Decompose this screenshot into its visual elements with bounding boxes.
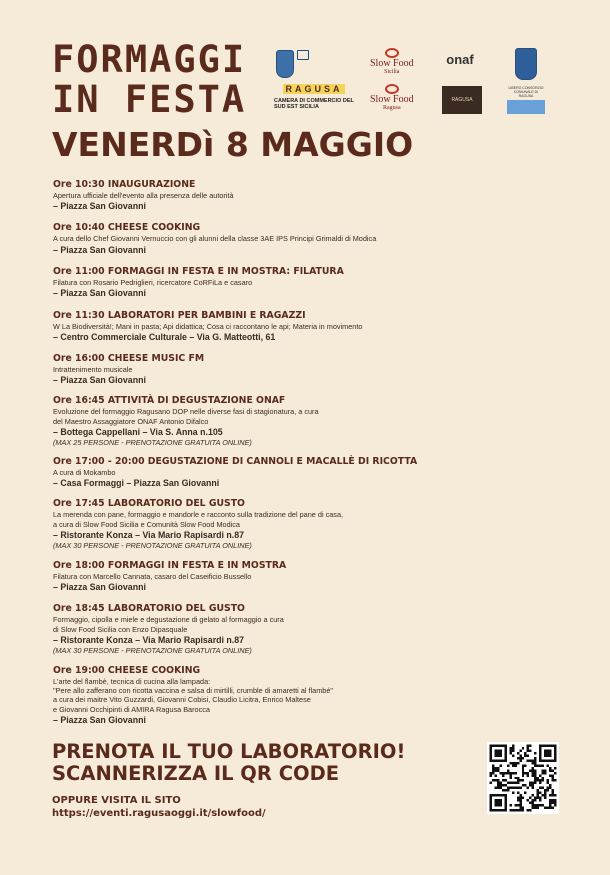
slow-food-ragusa-sub: Ragusa [382,105,401,111]
event-item [53,178,553,212]
event-description: La merenda con pane, formaggio e mandorle e racconto sulla tradizione del pane di casa, [53,510,344,520]
event-description: Evoluzione del formaggio Ragusano DOP nelle diverse fasi di stagionatura, a cura [53,407,319,417]
event-description: di Slow Food Sicilia con Enzo Dipasquale [53,624,188,634]
day-title: VENERDì 8 MAGGIO [52,125,414,164]
libero-consorzio-label: LIBERO CONSORZIO COMUNALE DI RAGUSA [508,86,544,98]
slow-food-sicilia-sub: Sicilia [384,69,400,75]
call-to-action [52,741,452,819]
event-description: e Giovanni Occhipinti di AMIRA Ragusa Barocca [53,704,210,714]
event-location: – Ristorante Konza – Via Mario Rapisardi n.87 [53,529,244,540]
festival-logo [52,38,252,121]
event-item [53,497,553,550]
ragusa-crest-logo [274,50,354,110]
crest-icon [515,48,537,80]
event-location: – Piazza San Giovanni [53,244,146,255]
ragusa-badge-text: RAGUSA [451,97,473,103]
event-item [53,455,553,489]
event-item [53,221,553,255]
cta-line-2: SCANNERIZZA IL QR CODE [52,762,340,785]
event-item [53,559,553,593]
onaf-logo [440,52,480,67]
logo-line-1: FORMAGGI [52,38,247,81]
ragusa-wordmark: RAGUSA [285,84,343,94]
event-description: Filatura con Marcello Cannata, casaro del Caseificio Bussello [53,571,252,581]
event-title: Ore 16:00 CHEESE MUSIC FM [53,353,205,365]
event-title: Ore 16:45 ATTIVITÀ DI DEGUSTAZIONE ONAF [53,395,286,407]
event-title: Ore 10:30 INAUGURAZIONE [53,179,196,190]
event-item [53,352,553,386]
event-description: "Pere allo zafferano con ricotta vaccina e salsa di mirtilli, crumble di amaretti al flambé" [53,686,334,696]
event-description: Formaggio, cipolla e miele e degustazione di gelato al formaggio a cura [53,615,284,625]
unesco-icon [297,50,309,60]
site-url-link[interactable]: https://eventi.ragusaoggi.it/slowfood/ [52,808,266,819]
snail-icon [385,84,399,94]
slow-food-sicilia-name: Slow Food [370,58,414,69]
event-booking-note: (MAX 30 PERSONE - PRENOTAZIONE GRATUITA ONLINE) [53,645,252,655]
qr-code[interactable] [487,742,559,814]
event-location: – Centro Commerciale Culturale – Via G. Matteotti, 61 [53,332,276,343]
event-list [53,178,553,726]
event-item [53,664,553,726]
ragusa-badge-logo [442,86,482,114]
event-title: Ore 18:00 FORMAGGI IN FESTA E IN MOSTRA [53,559,287,571]
event-booking-note: (MAX 30 PERSONE - PRENOTAZIONE GRATUITA ONLINE) [53,540,252,550]
cta-line-1: PRENOTA IL TUO LABORATORIO! [52,740,406,763]
onaf-wordmark: onaf [446,52,474,67]
event-item [53,309,553,343]
event-description: Apertura ufficiale dell'evento alla presenza delle autorità [53,191,234,200]
event-item [53,265,553,299]
event-location: – Piazza San Giovanni [53,201,146,212]
logo-line-2: IN FESTA [52,78,247,121]
event-description: A cura di Mokambo [53,468,116,478]
event-description: Filatura con Rosario Pedriglieri, ricercatore CoRFiLa e casaro [53,277,253,287]
slow-food-sicilia-logo [370,48,414,75]
event-title: Ore 18:45 LABORATORIO DEL GUSTO [53,603,245,615]
slow-food-ragusa-name: Slow Food [370,94,414,105]
crest-icon [276,50,294,78]
blue-tag [507,100,545,114]
event-title: Ore 17:45 LABORATORIO DEL GUSTO [53,498,245,510]
event-item [53,602,553,655]
event-location: – Ristorante Konza – Via Mario Rapisardi n.87 [53,634,244,645]
event-location: – Bottega Cappellani – Via S. Anna n.105 [53,427,223,438]
event-title: Ore 19:00 CHEESE COOKING [53,664,201,676]
event-booking-note: (MAX 25 PERSONE - PRENOTAZIONE GRATUITA ONLINE) [53,438,252,448]
partner-logos [270,46,560,120]
alt-label: OPPURE VISITA IL SITO [52,795,181,806]
slow-food-ragusa-logo [370,84,414,111]
event-location: – Piazza San Giovanni [53,375,146,386]
event-location: – Piazza San Giovanni [53,715,146,726]
event-title: Ore 11:30 LABORATORI PER BAMBINI E RAGAZZI [53,309,306,321]
ragusa-badge [442,86,482,114]
event-title: Ore 17:00 - 20:00 DEGUSTAZIONE DI CANNOLI E MACALLÈ DI RICOTTA [53,456,418,468]
event-title: Ore 11:00 FORMAGGI IN FESTA E IN MOSTRA: FILATURA [53,265,344,277]
event-description: L'arte del flambè, tecnica di cucina alla lampada: [53,676,211,686]
event-description: a cura dei maitre Vito Guzzardi, Giovanni Cobisi, Claudio Licitra, Enrico Maltese [53,695,311,705]
event-description: W La Biodiversità!; Mani in pasta; Api didattica; Cosa ci raccontano le api; Materia in movimento [53,321,363,331]
snail-icon [385,48,399,58]
event-description: a cura di Slow Food Sicilia e Comunità Slow Food Modica [53,519,240,529]
camera-commercio-label: CAMERA DI COMMERCIO DEL SUD EST SICILIA [274,98,354,110]
libero-consorzio-logo [506,48,546,114]
event-description: del Maestro Assaggiatore ONAF Antonio Difalco [53,416,209,426]
event-title: Ore 10:40 CHEESE COOKING [53,222,201,234]
event-item [53,394,553,447]
event-location: – Piazza San Giovanni [53,287,146,298]
event-location: – Casa Formaggi – Piazza San Giovanni [53,478,220,489]
event-description: A cura dello Chef Giovanni Vernuccio con gli alunni della classe 3AE IPS Principi Grimaldi di Modica [53,234,377,244]
event-location: – Piazza San Giovanni [53,582,146,593]
event-description: Intrattenimento musicale [53,365,133,375]
